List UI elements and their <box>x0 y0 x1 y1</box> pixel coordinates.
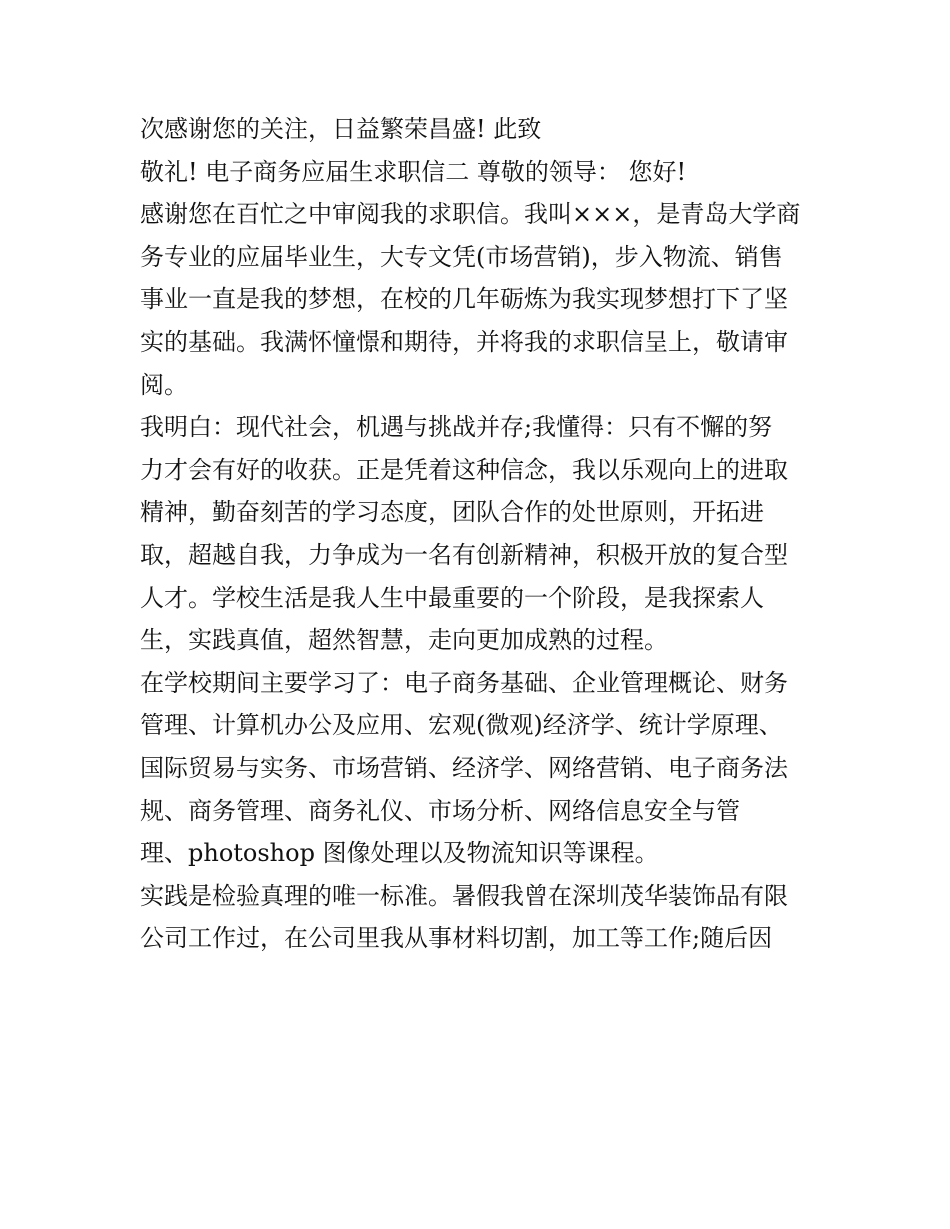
text-line: 敬礼! 电子商务应届生求职信二 尊敬的领导： 您好! <box>140 157 687 186</box>
text-line: 在学校期间主要学习了：电子商务基础、企业管理概论、财务 <box>140 668 788 697</box>
text-line: 实的基础。我满怀憧憬和期待，并将我的求职信呈上，敬请审 <box>140 327 788 356</box>
text-line: 生，实践真值，超然智慧，走向更加成熟的过程。 <box>140 626 668 655</box>
text-line: 实践是检验真理的唯一标准。暑假我曾在深圳茂华装饰品有限 <box>140 881 788 910</box>
text-line: 国际贸易与实务、市场营销、经济学、网络营销、电子商务法 <box>140 753 788 782</box>
text-line: 取，超越自我，力争成为一名有创新精神，积极开放的复合型 <box>140 540 788 569</box>
text-line: 公司工作过，在公司里我从事材料切割，加工等工作;随后因 <box>140 924 773 953</box>
text-line: 事业一直是我的梦想，在校的几年砺炼为我实现梦想打下了坚 <box>140 285 788 314</box>
letter-body <box>140 108 820 960</box>
text-line: 力才会有好的收获。正是凭着这种信念，我以乐观向上的进取 <box>140 455 788 484</box>
text-line: 感谢您在百忙之中审阅我的求职信。我叫×××，是青岛大学商 <box>140 200 801 229</box>
text-line: 管理、计算机办公及应用、宏观(微观)经济学、统计学原理、 <box>140 711 783 740</box>
text-line: 精神，勤奋刻苦的学习态度，团队合作的处世原则，开拓进 <box>140 498 764 527</box>
text-line: 次感谢您的关注，日益繁荣昌盛! 此致 <box>140 115 542 143</box>
text-line: 人才。学校生活是我人生中最重要的一个阶段，是我探索人 <box>140 583 764 612</box>
text-line: 我明白：现代社会，机遇与挑战并存;我懂得：只有不懈的努 <box>140 413 773 442</box>
text-line: 理、photoshop 图像处理以及物流知识等课程。 <box>140 839 659 868</box>
text-line: 务专业的应届毕业生，大专文凭(市场营销)，步入物流、销售 <box>140 242 783 271</box>
text-line: 阅。 <box>140 370 188 399</box>
text-line: 规、商务管理、商务礼仪、市场分析、网络信息安全与管 <box>140 796 740 825</box>
